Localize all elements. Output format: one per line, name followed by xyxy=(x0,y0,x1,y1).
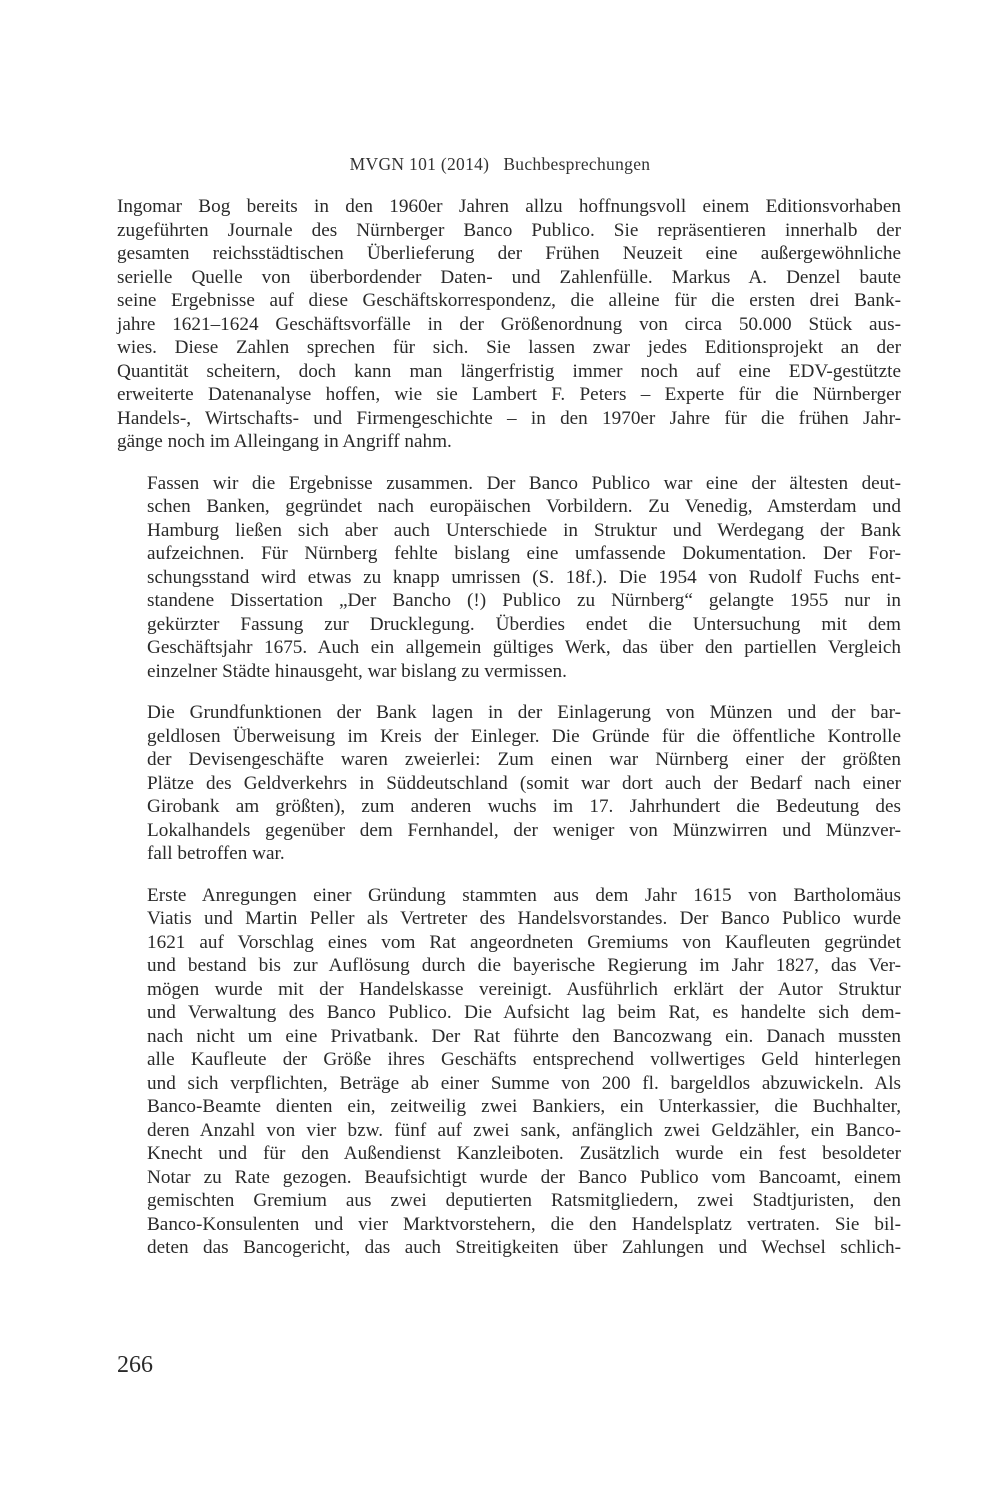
paragraph xyxy=(117,701,901,866)
running-head xyxy=(0,154,1000,175)
text-line: Lokalhandels gegenüber dem Fernhandel, der weniger von Münzwirren und Münzver- xyxy=(147,819,901,841)
text-line: geldlosen Überweisung im Kreis der Einleger. Die Gründe für die öffentliche Kontrolle xyxy=(147,725,901,747)
text-line: zugeführten Journale des Nürnberger Banco Publico. Sie repräsentieren innerhalb der xyxy=(117,219,901,241)
section-title: Buchbesprechungen xyxy=(503,154,651,174)
text-line: der Devisengeschäfte waren zweierlei: Zum einen war Nürnberg einer der größten xyxy=(147,749,901,770)
text-line: Hamburg ließen sich aber auch Unterschiede in Struktur und Werdegang der Bank xyxy=(147,519,901,541)
text-line: Quantität scheitern, doch kann man längerfristig immer noch auf eine EDV-gestützte xyxy=(117,360,901,382)
text-line: 1621 auf Vorschlag eines vom Rat angeordneten Gremiums von Kaufleuten gegründet xyxy=(147,931,901,953)
text-line: Geschäftsjahr 1675. Auch ein allgemein gültiges Werk, das über den partiellen Vergleich xyxy=(147,637,901,658)
text-line: gekürzter Fassung zur Drucklegung. Überdies endet die Untersuchung mit dem xyxy=(147,613,901,635)
text-line: Girobank am größten), zum anderen wuchs im 17. Jahrhundert die Bedeutung des xyxy=(147,796,901,817)
text-line: und Verwaltung des Banco Publico. Die Aufsicht lag beim Rat, es handelte sich dem- xyxy=(147,1002,901,1023)
paragraph xyxy=(117,195,901,454)
page-number: 266 xyxy=(117,1352,153,1378)
text-line: jahre 1621–1624 Geschäftsvorfälle in der Größenordnung von circa 50.000 Stück aus- xyxy=(117,313,901,335)
paragraph xyxy=(117,472,901,684)
text-line: alle Kaufleute der Größe ihres Geschäfts entsprechend vollwertiges Geld hinterlegen xyxy=(147,1049,901,1070)
text-line: serielle Quelle von überbordender Daten- und Zahlenfülle. Markus A. Denzel baute xyxy=(117,266,901,288)
text-line: und bestand bis zur Auflösung durch die bayerische Regierung im Jahr 1827, das Ver- xyxy=(147,955,901,976)
text-line: deren Anzahl von vier bzw. fünf auf zwei sank, anfänglich zwei Geldzähler, ein Banco- xyxy=(147,1119,901,1141)
text-line: Die Grundfunktionen der Bank lagen in der Einlagerung von Münzen und der bar- xyxy=(147,702,901,723)
text-line: schen Banken, gegründet nach europäischen Vorbildern. Zu Venedig, Amsterdam und xyxy=(147,496,901,517)
text-line: Handels-, Wirtschafts- und Firmengeschichte – in den 1970er Jahre für die frühen Jahr- xyxy=(117,407,901,429)
text-line: Viatis und Martin Peller als Vertreter des Handelsvorstandes. Der Banco Publico wurde xyxy=(147,908,901,929)
text-line: wies. Diese Zahlen sprechen für sich. Sie lassen zwar jedes Editionsprojekt an der xyxy=(117,337,901,358)
journal-reference: MVGN 101 (2014) xyxy=(349,154,490,174)
text-line: Erste Anregungen einer Gründung stammten aus dem Jahr 1615 von Bartholomäus xyxy=(147,884,901,906)
text-line: und sich verpflichten, Beträge ab einer Summe von 200 fl. bargeldlos abzuwickeln. Als xyxy=(147,1072,901,1094)
text-line: Banco-Beamte dienten ein, zeitweilig zwei Bankiers, ein Unterkassier, die Buchhalter, xyxy=(147,1096,901,1117)
text-line: erweiterte Datenanalyse hoffen, wie sie Lambert F. Peters – Experte für die Nürnberger xyxy=(117,384,901,405)
text-line: Ingomar Bog bereits in den 1960er Jahren allzu hoffnungsvoll einem Editionsvorhaben xyxy=(117,196,901,217)
text-line: Plätze des Geldverkehrs in Süddeutschland (somit war dort auch der Bedarf nach einer xyxy=(147,772,901,794)
text-line: nach nicht um eine Privatbank. Der Rat führte den Bancozwang ein. Danach mussten xyxy=(147,1025,901,1047)
text-line: gesamten reichsstädtischen Überlieferung der Frühen Neuzeit eine außergewöhnliche xyxy=(117,243,901,264)
text-line: aufzeichnen. Für Nürnberg fehlte bislang eine umfassende Dokumentation. Der For- xyxy=(147,543,901,564)
text-line: gänge noch im Alleingang in Angriff nahm. xyxy=(117,431,452,452)
text-line: gemischten Gremium aus zwei deputierten Ratsmitgliedern, zwei Stadtjuristen, den xyxy=(147,1190,901,1211)
text-line: Fassen wir die Ergebnisse zusammen. Der Banco Publico war eine der ältesten deut- xyxy=(147,472,901,494)
paragraph xyxy=(117,884,901,1260)
text-line: einzelner Städte hinausgeht, war bislang zu vermissen. xyxy=(147,660,567,682)
text-line: mögen wurde mit der Handelskasse vereinigt. Ausführlich erklärt der Autor Struktur xyxy=(147,978,901,1000)
text-line: Notar zu Rate gezogen. Beaufsichtigt wurde der Banco Publico vom Bancoamt, einem xyxy=(147,1166,901,1188)
text-line: schungsstand wird etwas zu knapp umrissen (S. 18f.). Die 1954 von Rudolf Fuchs ent- xyxy=(147,566,901,588)
text-line: deten das Bancogericht, das auch Streitigkeiten über Zahlungen und Wechsel schlich- xyxy=(147,1237,901,1258)
text-line: Knecht und für den Außendienst Kanzleiboten. Zusätzlich wurde ein fest besoldeter xyxy=(147,1143,901,1164)
text-line: fall betroffen war. xyxy=(147,843,285,864)
body-text xyxy=(117,195,901,1260)
text-line: seine Ergebnisse auf diese Geschäftskorrespondenz, die alleine für die ersten drei Bank- xyxy=(117,290,901,311)
text-line: Banco-Konsulenten und vier Marktvorstehern, die den Handelsplatz vertraten. Sie bil- xyxy=(147,1213,901,1235)
text-line: standene Dissertation „Der Bancho (!) Publico zu Nürnberg“ gelangte 1955 nur in xyxy=(147,590,901,611)
